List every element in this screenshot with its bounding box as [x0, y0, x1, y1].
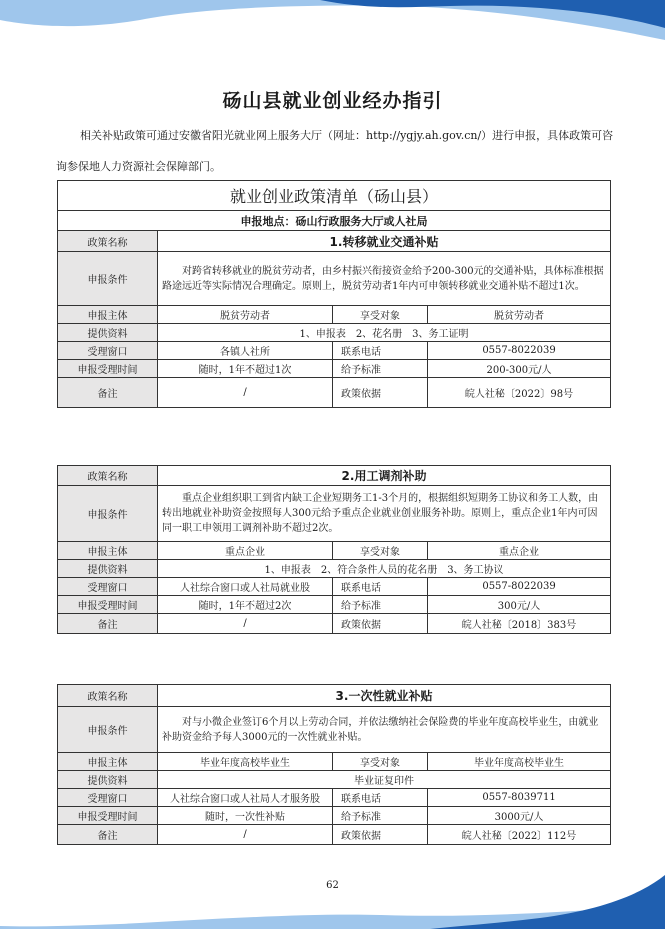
label-phone: 联系电话: [333, 789, 428, 807]
policy-table-2: [57, 465, 611, 634]
label-subject: 申报主体: [58, 306, 158, 324]
policy-table-1: [57, 180, 611, 408]
policy-target: 重点企业: [428, 542, 611, 560]
policy-basis: 皖人社秘〔2022〕98号: [428, 378, 611, 408]
page-number: 62: [326, 880, 339, 891]
label-time: 申报受理时间: [58, 360, 158, 378]
label-conditions: 申报条件: [58, 707, 158, 753]
policy-materials: 毕业证复印件: [158, 771, 611, 789]
policy-phone: 0557-8022039: [428, 578, 611, 596]
intro-paragraph: 相关补贴政策可通过安徽省阳光就业网上服务大厅（网址：http://ygjy.ah.gov.cn/）进行申报，具体政策可咨询参保地人力资源社会保障部门。: [56, 129, 614, 173]
policy-name: 2.用工调剂补助: [158, 466, 611, 486]
policy-conditions: 重点企业组织职工到省内缺工企业短期务工1-3个月的，根据组织短期务工协议和务工人数，由转出地就业补助资金按照每人300元给予重点企业就业创业服务补助。原则上，重点企业1年内可因同一职工申领用工调剂补助不超过2次。: [158, 486, 611, 542]
policy-time: 随时，1年不超过2次: [158, 596, 333, 614]
policy-table-3: [57, 684, 611, 845]
label-policy-name: 政策名称: [58, 466, 158, 486]
policy-materials: 1、申报表 2、花名册 3、务工证明: [158, 324, 611, 342]
label-standard: 给予标准: [333, 360, 428, 378]
policy-name: 1.转移就业交通补贴: [158, 231, 611, 252]
label-target: 享受对象: [333, 542, 428, 560]
policy-window: 人社综合窗口或人社局人才服务股: [158, 789, 333, 807]
policy-standard: 300元/人: [428, 596, 611, 614]
label-time: 申报受理时间: [58, 596, 158, 614]
label-basis: 政策依据: [333, 825, 428, 845]
page-title: 砀山县就业创业经办指引: [222, 90, 443, 112]
label-window: 受理窗口: [58, 578, 158, 596]
apply-location: 申报地点：砀山行政服务大厅或人社局: [58, 211, 611, 231]
policy-conditions: 对与小微企业签订6个月以上劳动合同，并依法缴纳社会保险费的毕业年度高校毕业生，由就业补助资金给予每人3000元的一次性就业补贴。: [158, 707, 611, 753]
policy-standard: 200-300元/人: [428, 360, 611, 378]
policy-target: 脱贫劳动者: [428, 306, 611, 324]
label-target: 享受对象: [333, 306, 428, 324]
label-policy-name: 政策名称: [58, 685, 158, 707]
policy-name: 3.一次性就业补贴: [158, 685, 611, 707]
policy-subject: 脱贫劳动者: [158, 306, 333, 324]
policy-materials: 1、申报表 2、符合条件人员的花名册 3、务工协议: [158, 560, 611, 578]
policy-time: 随时，一次性补贴: [158, 807, 333, 825]
policy-subject: 毕业年度高校毕业生: [158, 753, 333, 771]
label-policy-name: 政策名称: [58, 231, 158, 252]
label-subject: 申报主体: [58, 542, 158, 560]
policy-basis: 皖人社秘〔2022〕112号: [428, 825, 611, 845]
label-target: 享受对象: [333, 753, 428, 771]
top-wave-light: [0, 0, 665, 40]
policy-conditions: 对跨省转移就业的脱贫劳动者，由乡村振兴衔接资金给予200-300元的交通补贴，具体标准根据路途远近等实际情况合理确定。原则上，脱贫劳动者1年内可申领转移就业交通补贴不超过1次。: [158, 252, 611, 306]
label-subject: 申报主体: [58, 753, 158, 771]
policy-remarks: /: [158, 614, 333, 634]
bottom-wave-light: [0, 905, 665, 929]
policy-window: 人社综合窗口或人社局就业股: [158, 578, 333, 596]
label-conditions: 申报条件: [58, 252, 158, 306]
label-remarks: 备注: [58, 614, 158, 634]
label-phone: 联系电话: [333, 578, 428, 596]
policy-standard: 3000元/人: [428, 807, 611, 825]
label-remarks: 备注: [58, 378, 158, 408]
policy-subject: 重点企业: [158, 542, 333, 560]
policy-target: 毕业年度高校毕业生: [428, 753, 611, 771]
label-materials: 提供资料: [58, 771, 158, 789]
policy-window: 各镇人社所: [158, 342, 333, 360]
policy-phone: 0557-8039711: [428, 789, 611, 807]
label-materials: 提供资料: [58, 324, 158, 342]
label-standard: 给予标准: [333, 807, 428, 825]
policy-basis: 皖人社秘〔2018〕383号: [428, 614, 611, 634]
label-standard: 给予标准: [333, 596, 428, 614]
label-materials: 提供资料: [58, 560, 158, 578]
label-conditions: 申报条件: [58, 486, 158, 542]
top-wave-dark: [320, 0, 665, 28]
policy-remarks: /: [158, 825, 333, 845]
label-remarks: 备注: [58, 825, 158, 845]
label-basis: 政策依据: [333, 378, 428, 408]
label-window: 受理窗口: [58, 342, 158, 360]
label-basis: 政策依据: [333, 614, 428, 634]
label-window: 受理窗口: [58, 789, 158, 807]
label-phone: 联系电话: [333, 342, 428, 360]
policy-time: 随时，1年不超过1次: [158, 360, 333, 378]
list-title: 就业创业政策清单（砀山县）: [58, 181, 611, 211]
label-time: 申报受理时间: [58, 807, 158, 825]
policy-phone: 0557-8022039: [428, 342, 611, 360]
policy-remarks: /: [158, 378, 333, 408]
